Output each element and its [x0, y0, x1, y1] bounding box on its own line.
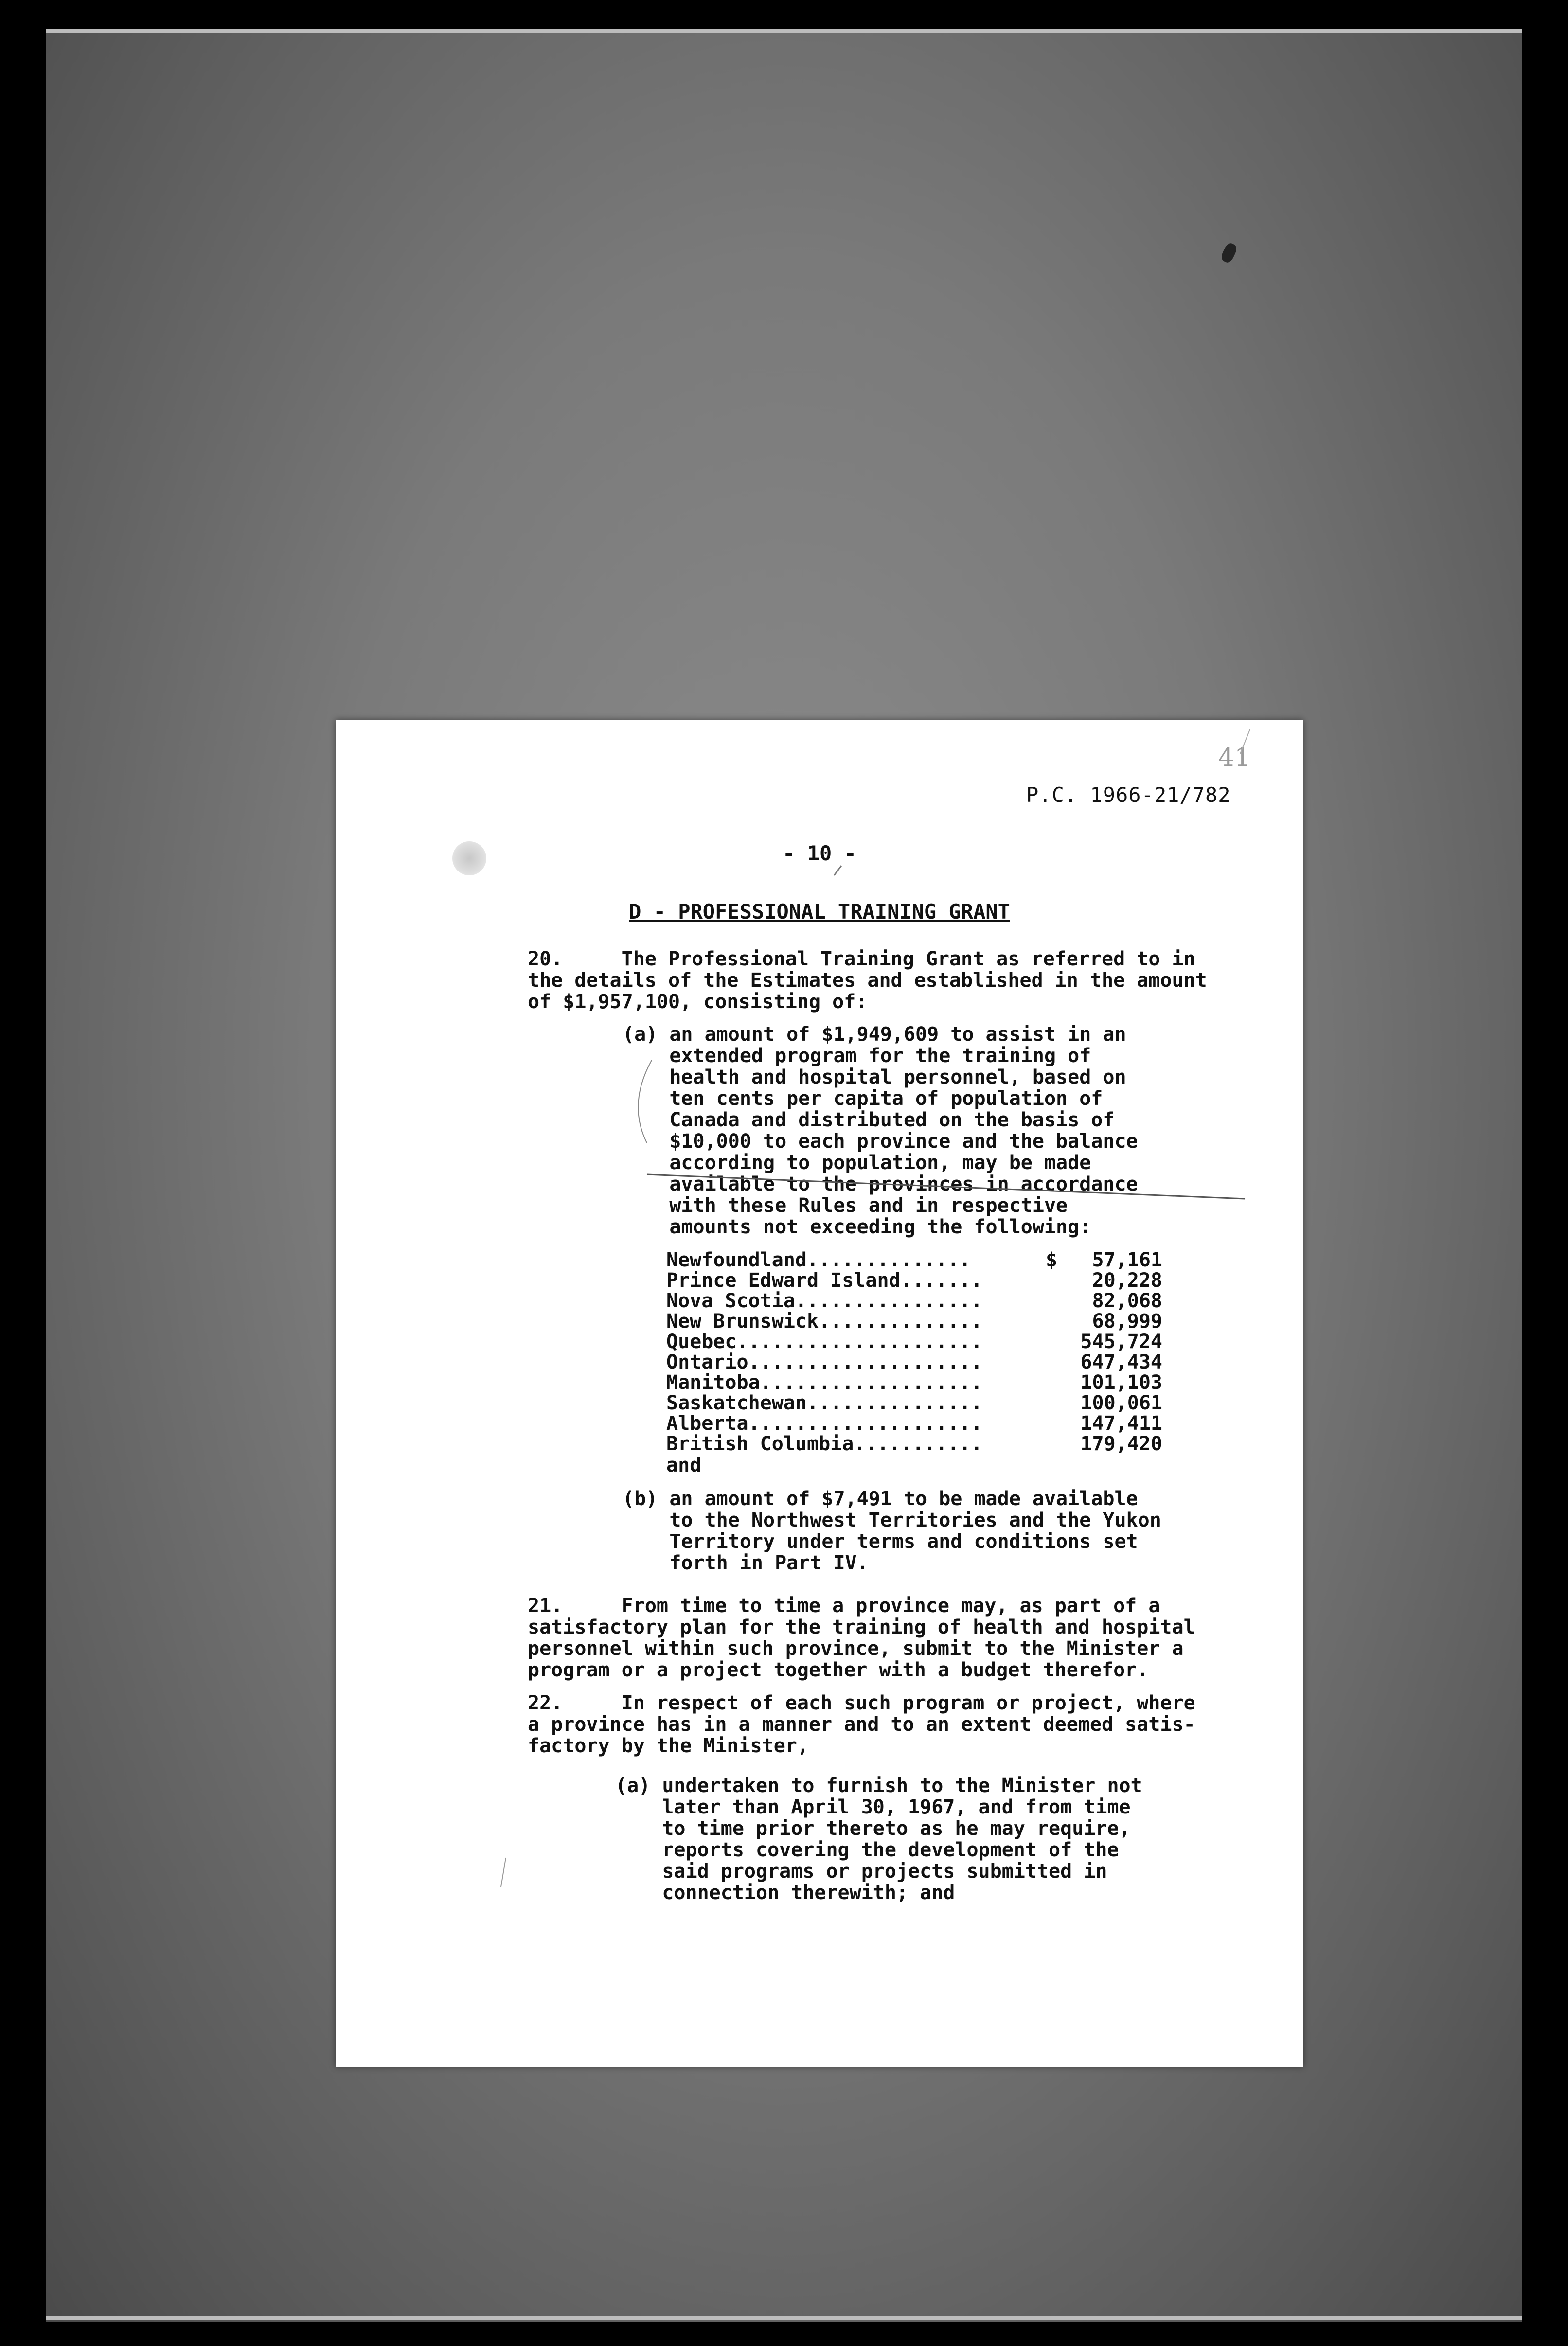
- paragraph-20: 20. The Professional Training Grant as referred to in the details of the Estimates and established in the amount of $1,957,100, consisting of:: [528, 948, 1207, 1013]
- currency-symbol: $: [1046, 1249, 1058, 1271]
- allocation-amount: 147,411: [1080, 1412, 1162, 1435]
- page-number: - 10 -: [783, 841, 856, 865]
- paragraph-21: 21. From time to time a province may, as part of a satisfactory plan for the training of health and hospital personnel within such province, submit to the Minister a program or a project together with a budget therefor.: [528, 1595, 1195, 1681]
- item-22a: (a) undertaken to furnish to the Minister not later than April 30, 1967, and from time to time prior thereto as he may require, reports covering the development of the said programs or projects submitted in connection therewith; and: [615, 1775, 1142, 1904]
- item-b: (b) an amount of $7,491 to be made available to the Northwest Territories and the Yukon Territory under terms and conditions set forth in Part IV.: [623, 1488, 1161, 1574]
- film-border-top: [46, 29, 1522, 33]
- province-name: Alberta....................: [666, 1412, 983, 1435]
- allocation-amount: 647,434: [1080, 1351, 1162, 1373]
- handwritten-page-number: 41: [1218, 743, 1251, 772]
- province-name: Saskatchewan...............: [666, 1392, 983, 1414]
- pencil-tick: [834, 866, 841, 875]
- province-name: Nova Scotia................: [666, 1290, 983, 1312]
- scan-top-edge: [0, 0, 1568, 32]
- film-border-bottom: [46, 2316, 1522, 2320]
- pencil-stroke: [501, 1858, 506, 1887]
- scan-bottom-edge: [0, 2322, 1568, 2346]
- allocation-amount: 68,999: [1092, 1310, 1162, 1333]
- province-name: Quebec.....................: [666, 1331, 983, 1353]
- province-name: Manitoba...................: [666, 1371, 983, 1394]
- pencil-strike-line: [647, 1174, 1245, 1199]
- pencil-stroke-right: [1240, 729, 1250, 754]
- paragraph-22: 22. In respect of each such program or project, where a province has in a manner and to an extent deemed satis- factory by the Minister,: [528, 1692, 1195, 1757]
- and-conjunction: and: [666, 1454, 702, 1476]
- province-name: Ontario....................: [666, 1351, 983, 1373]
- document-page: [336, 720, 1303, 2067]
- allocation-amount: 20,228: [1092, 1269, 1162, 1292]
- pencil-marks: [336, 720, 1303, 2067]
- allocation-amount: 82,068: [1092, 1290, 1162, 1312]
- allocation-amount: 545,724: [1080, 1331, 1162, 1353]
- allocation-amount: 179,420: [1080, 1433, 1162, 1455]
- province-name: British Columbia...........: [666, 1433, 983, 1455]
- province-name: Newfoundland..............: [666, 1249, 971, 1271]
- allocation-amount: 100,061: [1080, 1392, 1162, 1414]
- province-name: New Brunswick..............: [666, 1310, 983, 1333]
- pencil-curve: [638, 1060, 652, 1143]
- allocation-amount: 57,161: [1092, 1249, 1162, 1271]
- section-heading: D - PROFESSIONAL TRAINING GRANT: [629, 900, 1010, 924]
- order-reference: P.C. 1966-21/782: [1026, 783, 1231, 807]
- item-a: (a) an amount of $1,949,609 to assist in an extended program for the training of health and hospital personnel, based on ten cents per capita of population of Canada and distributed on the basis of $10,000 to each province and the balance according to population, may be made available to the provinces in accordance with these Rules and in respective amounts not exceeding the following:: [623, 1023, 1138, 1238]
- province-name: Prince Edward Island.......: [666, 1269, 983, 1292]
- allocation-amount: 101,103: [1080, 1371, 1162, 1394]
